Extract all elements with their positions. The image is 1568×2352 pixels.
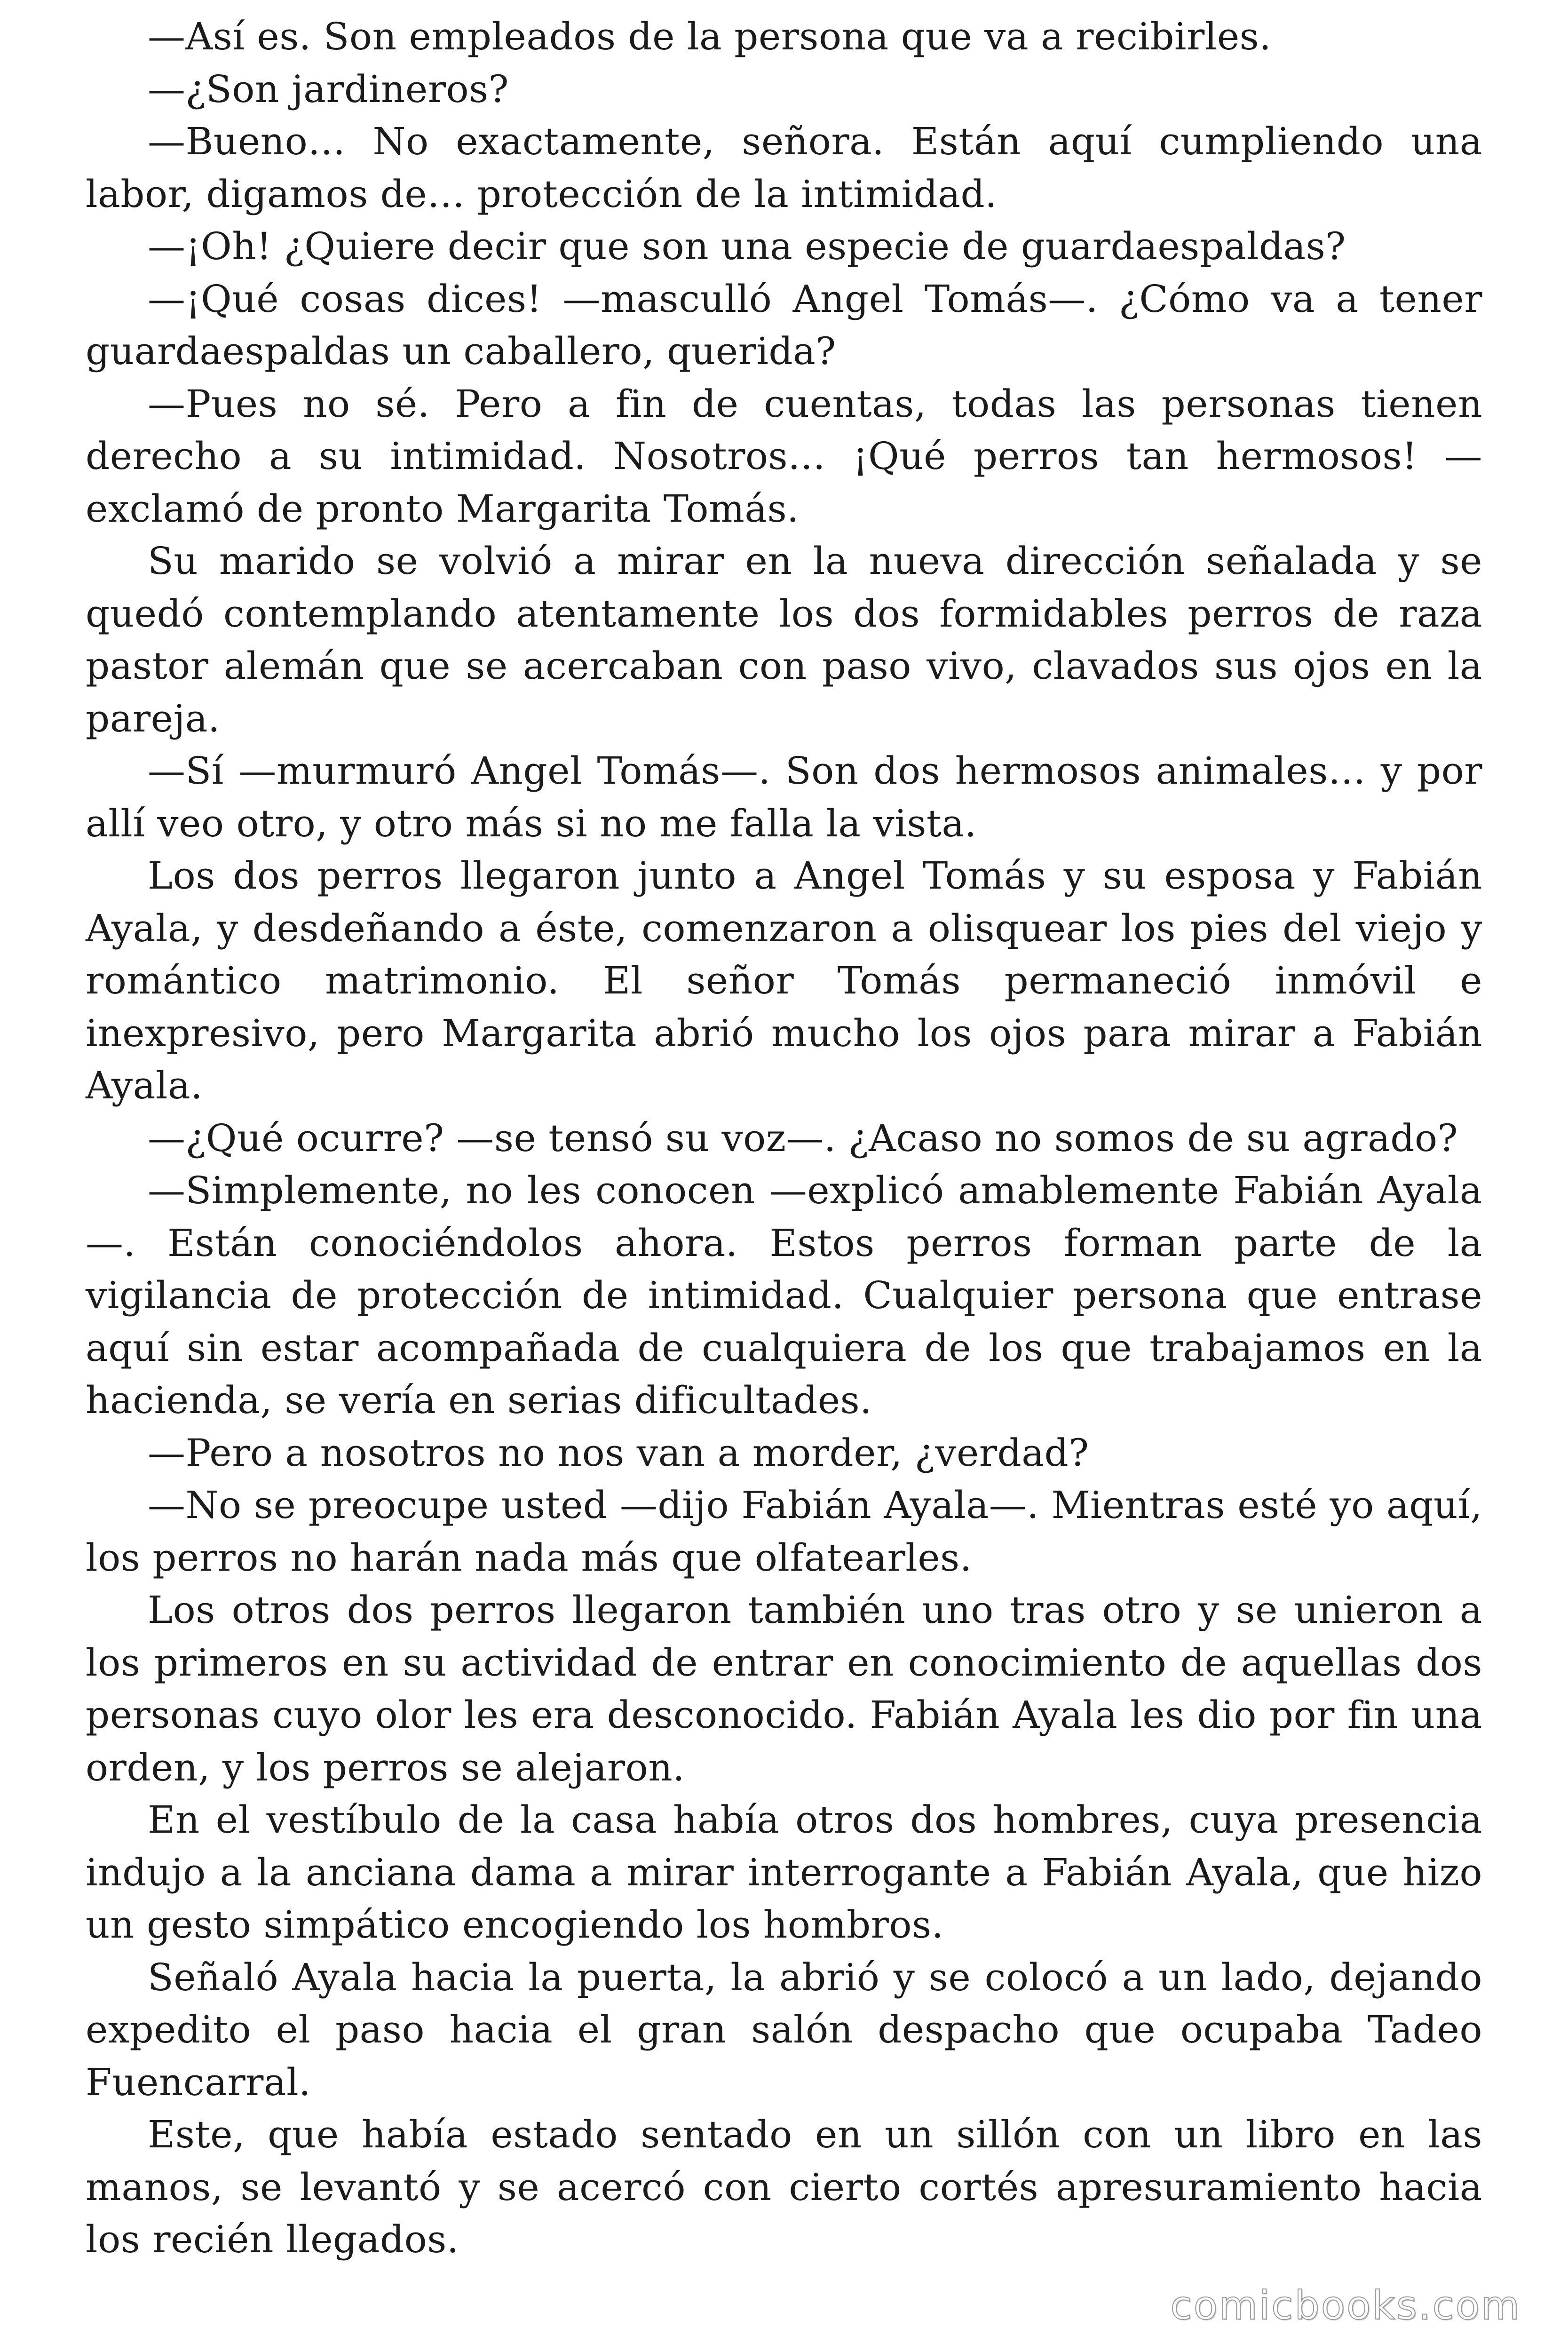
paragraph: Su marido se volvió a mirar en la nueva dirección señalada y se quedó contemplando atentamente los dos formidables perros de raza pastor alemán que se acercaban con paso vivo, clavados sus ojos en la pareja. — [86, 539, 1482, 740]
paragraph: Señaló Ayala hacia la puerta, la abrió y se colocó a un lado, dejando expedito el paso hacia el gran salón despacho que ocupaba Tadeo Fuencarral. — [86, 1955, 1482, 2104]
paragraph: —Bueno… No exactamente, señora. Están aquí cumpliendo una labor, digamos de… protección de la intimidad. — [86, 119, 1482, 216]
page-text — [86, 10, 1482, 2266]
paragraph: Los dos perros llegaron junto a Angel Tomás y su esposa y Fabián Ayala, y desdeñando a éste, comenzaron a olisquear los pies del viejo y romántico matrimonio. El señor Tomás permaneció inmóvil e inexpresivo, pero Margarita abrió mucho los ojos para mirar a Fabián Ayala. — [86, 854, 1482, 1107]
paragraph: —Simplemente, no les conocen —explicó amablemente Fabián Ayala —. Están conociéndolos ahora. Estos perros forman parte de la vigilancia de protección de intimidad. Cualquier persona que entrase aquí sin estar acompañada de cualquiera de los que trabajamos en la hacienda, se vería en serias dificultades. — [86, 1168, 1482, 1422]
paragraph: —¡Oh! ¿Quiere decir que son una especie de guardaespaldas? — [148, 224, 1346, 268]
paragraph: —Pero a nosotros no nos van a morder, ¿verdad? — [148, 1430, 1089, 1475]
paragraph: —Así es. Son empleados de la persona que va a recibirles. — [148, 15, 1272, 58]
paragraph: Este, que había estado sentado en un sillón con un libro en las manos, se levantó y se acercó con cierto cortés apresuramiento hacia los recién llegados. — [86, 2113, 1482, 2261]
paragraph: —Pues no sé. Pero a fin de cuentas, todas las personas tienen derecho a su intimidad. Nosotros… ¡Qué perros tan hermosos! —exclamó de pronto Margarita Tomás. — [86, 381, 1482, 531]
paragraph: Los otros dos perros llegaron también uno tras otro y se unieron a los primeros en su actividad de entrar en conocimiento de aquellas dos personas cuyo olor les era desconocido. Fabián Ayala les dio por fin una orden, y los perros se alejaron. — [86, 1588, 1482, 1789]
paragraph: —¿Qué ocurre? —se tensó su voz—. ¿Acaso no somos de su agrado? — [148, 1116, 1458, 1160]
paragraph: —No se preocupe usted —dijo Fabián Ayala—. Mientras esté yo aquí, los perros no harán nada más que olfatearles. — [86, 1483, 1482, 1580]
paragraph: —¡Qué cosas dices! —masculló Angel Tomás—. ¿Cómo va a tener guardaespaldas un caballero, querida? — [86, 277, 1482, 373]
paragraph: En el vestíbulo de la casa había otros dos hombres, cuya presencia indujo a la anciana dama a mirar interrogante a Fabián Ayala, que hizo un gesto simpático encogiendo los hombros. — [86, 1798, 1482, 1947]
paragraph: —Sí —murmuró Angel Tomás—. Son dos hermosos animales… y por allí veo otro, y otro más si no me falla la vista. — [86, 749, 1482, 845]
paragraph: —¿Son jardineros? — [148, 67, 509, 111]
watermark: comicbooks.com — [1170, 2282, 1521, 2328]
